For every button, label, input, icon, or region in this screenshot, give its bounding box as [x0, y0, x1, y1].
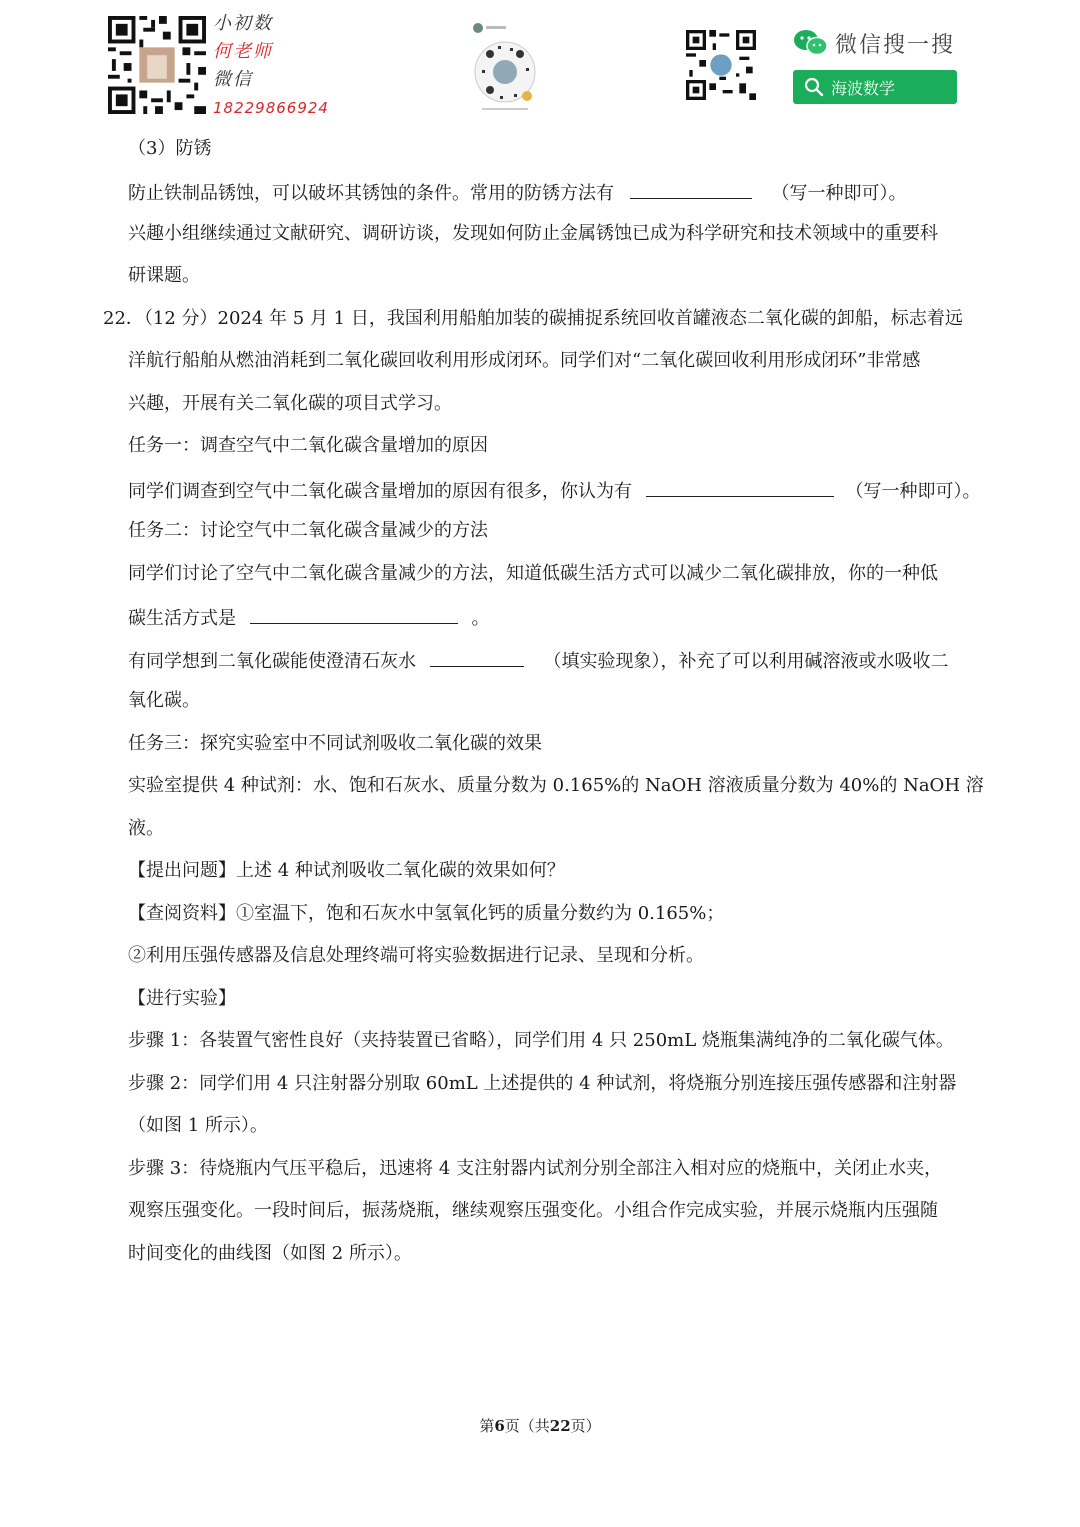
answer-blank[interactable] [630, 178, 752, 199]
paragraph-line: 【查阅资料】①室温下，饱和石灰水中氢氧化钙的质量分数约为 0.165%； [128, 903, 725, 924]
total-pages: 22 [549, 1417, 571, 1435]
wechat-search-label: 微信搜一搜 [835, 32, 956, 58]
page-header [0, 0, 1080, 125]
qr-code-icon [108, 16, 206, 114]
paragraph-line: 防止铁制品锈蚀，可以破坏其锈蚀的条件。常用的防锈方法有 （写一种即可）。 [128, 178, 906, 207]
search-icon [803, 76, 825, 98]
contact-line-2: 何老师 [213, 41, 273, 62]
task-heading: 任务三：探究实验室中不同试剂吸收二氧化碳的效果 [128, 733, 542, 754]
contact-phone: 18229866924 [213, 99, 329, 117]
paragraph-line: 同学们调查到空气中二氧化碳含量增加的原因有很多，你认为有 （写一种即可）。 [128, 476, 980, 505]
paragraph-line: 洋航行船舶从燃油消耗到二氧化碳回收利用形成闭环。同学们对“二氧化碳回收利用形成闭环”非常感 [128, 350, 921, 371]
paragraph-line: 步骤 3：待烧瓶内气压平稳后，迅速将 4 支注射器内试剂分别全部注入相对应的烧瓶中，关闭止水夹， [128, 1158, 943, 1179]
paragraph-line: 观察压强变化。一段时间后，振荡烧瓶，继续观察压强变化。小组合作完成实验，并展示烧瓶内压强随 [128, 1200, 938, 1221]
search-button[interactable] [793, 70, 957, 104]
answer-blank[interactable] [250, 603, 458, 624]
answer-blank[interactable] [646, 476, 834, 497]
question-22-line: 22．（12 分）2024 年 5 月 1 日，我国利用船舶加装的碳捕捉系统回收首罐液态二氧化碳的卸船，标志着远 [103, 308, 963, 329]
paragraph-line: 兴趣小组继续通过文献研究、调研访谈，发现如何防止金属锈蚀已成为科学研究和技术领域中的重要科 [128, 223, 938, 244]
paragraph-line: 步骤 1：各装置气密性良好（夹持装置已省略），同学们用 4 只 250mL 烧瓶集满纯净的二氧化碳气体。 [128, 1030, 954, 1051]
contact-info [213, 10, 329, 122]
contact-line-1: 小初数 [213, 13, 273, 34]
answer-blank[interactable] [430, 646, 524, 667]
task-heading: 任务二：讨论空气中二氧化碳含量减少的方法 [128, 520, 488, 541]
page-number: 6 [494, 1417, 505, 1435]
task-heading: 任务一：调查空气中二氧化碳含量增加的原因 [128, 435, 488, 456]
paragraph-line: 氧化碳。 [128, 690, 200, 711]
paragraph-line: 实验室提供 4 种试剂：水、饱和石灰水、质量分数为 0.165%的 NaOH 溶液质量分数为 40%的 NaOH 溶 [128, 775, 984, 796]
search-button-label: 海波数学 [831, 78, 896, 98]
paragraph-line: 液。 [128, 818, 164, 839]
paragraph-line: 步骤 2：同学们用 4 只注射器分别取 60mL 上述提供的 4 种试剂，将烧瓶分别连接压强传感器和注射器 [128, 1073, 957, 1094]
paragraph-line: 有同学想到二氧化碳能使澄清石灰水 （填实验现象），补充了可以利用碱溶液或水吸收二 [128, 646, 948, 675]
paragraph-line: 同学们讨论了空气中二氧化碳含量减少的方法，知道低碳生活方式可以减少二氧化碳排放，你的一种低 [128, 563, 938, 584]
wechat-search-title [793, 24, 963, 62]
paragraph-line: ②利用压强传感器及信息处理终端可将实验数据进行记录、呈现和分析。 [128, 945, 704, 966]
wechat-logo-icon [793, 28, 829, 58]
wechat-search-banner [793, 24, 963, 104]
section-heading: （3）防锈 [128, 138, 212, 159]
qr-code-icon [686, 30, 756, 100]
page-footer: 第6页（共22页） [479, 1417, 601, 1435]
paragraph-line: 【提出问题】上述 4 种试剂吸收二氧化碳的效果如何？ [128, 860, 565, 881]
qr-code-icon [470, 20, 540, 115]
contact-line-3: 微信 [213, 69, 253, 90]
paragraph-line: 研课题。 [128, 265, 200, 286]
paragraph-line: （如图 1 所示）。 [128, 1115, 268, 1136]
paragraph-line: 【进行实验】 [128, 988, 236, 1009]
paragraph-line: 碳生活方式是 。 [128, 603, 489, 632]
paragraph-line: 兴趣，开展有关二氧化碳的项目式学习。 [128, 393, 452, 414]
paragraph-line: 时间变化的曲线图（如图 2 所示）。 [128, 1243, 412, 1264]
